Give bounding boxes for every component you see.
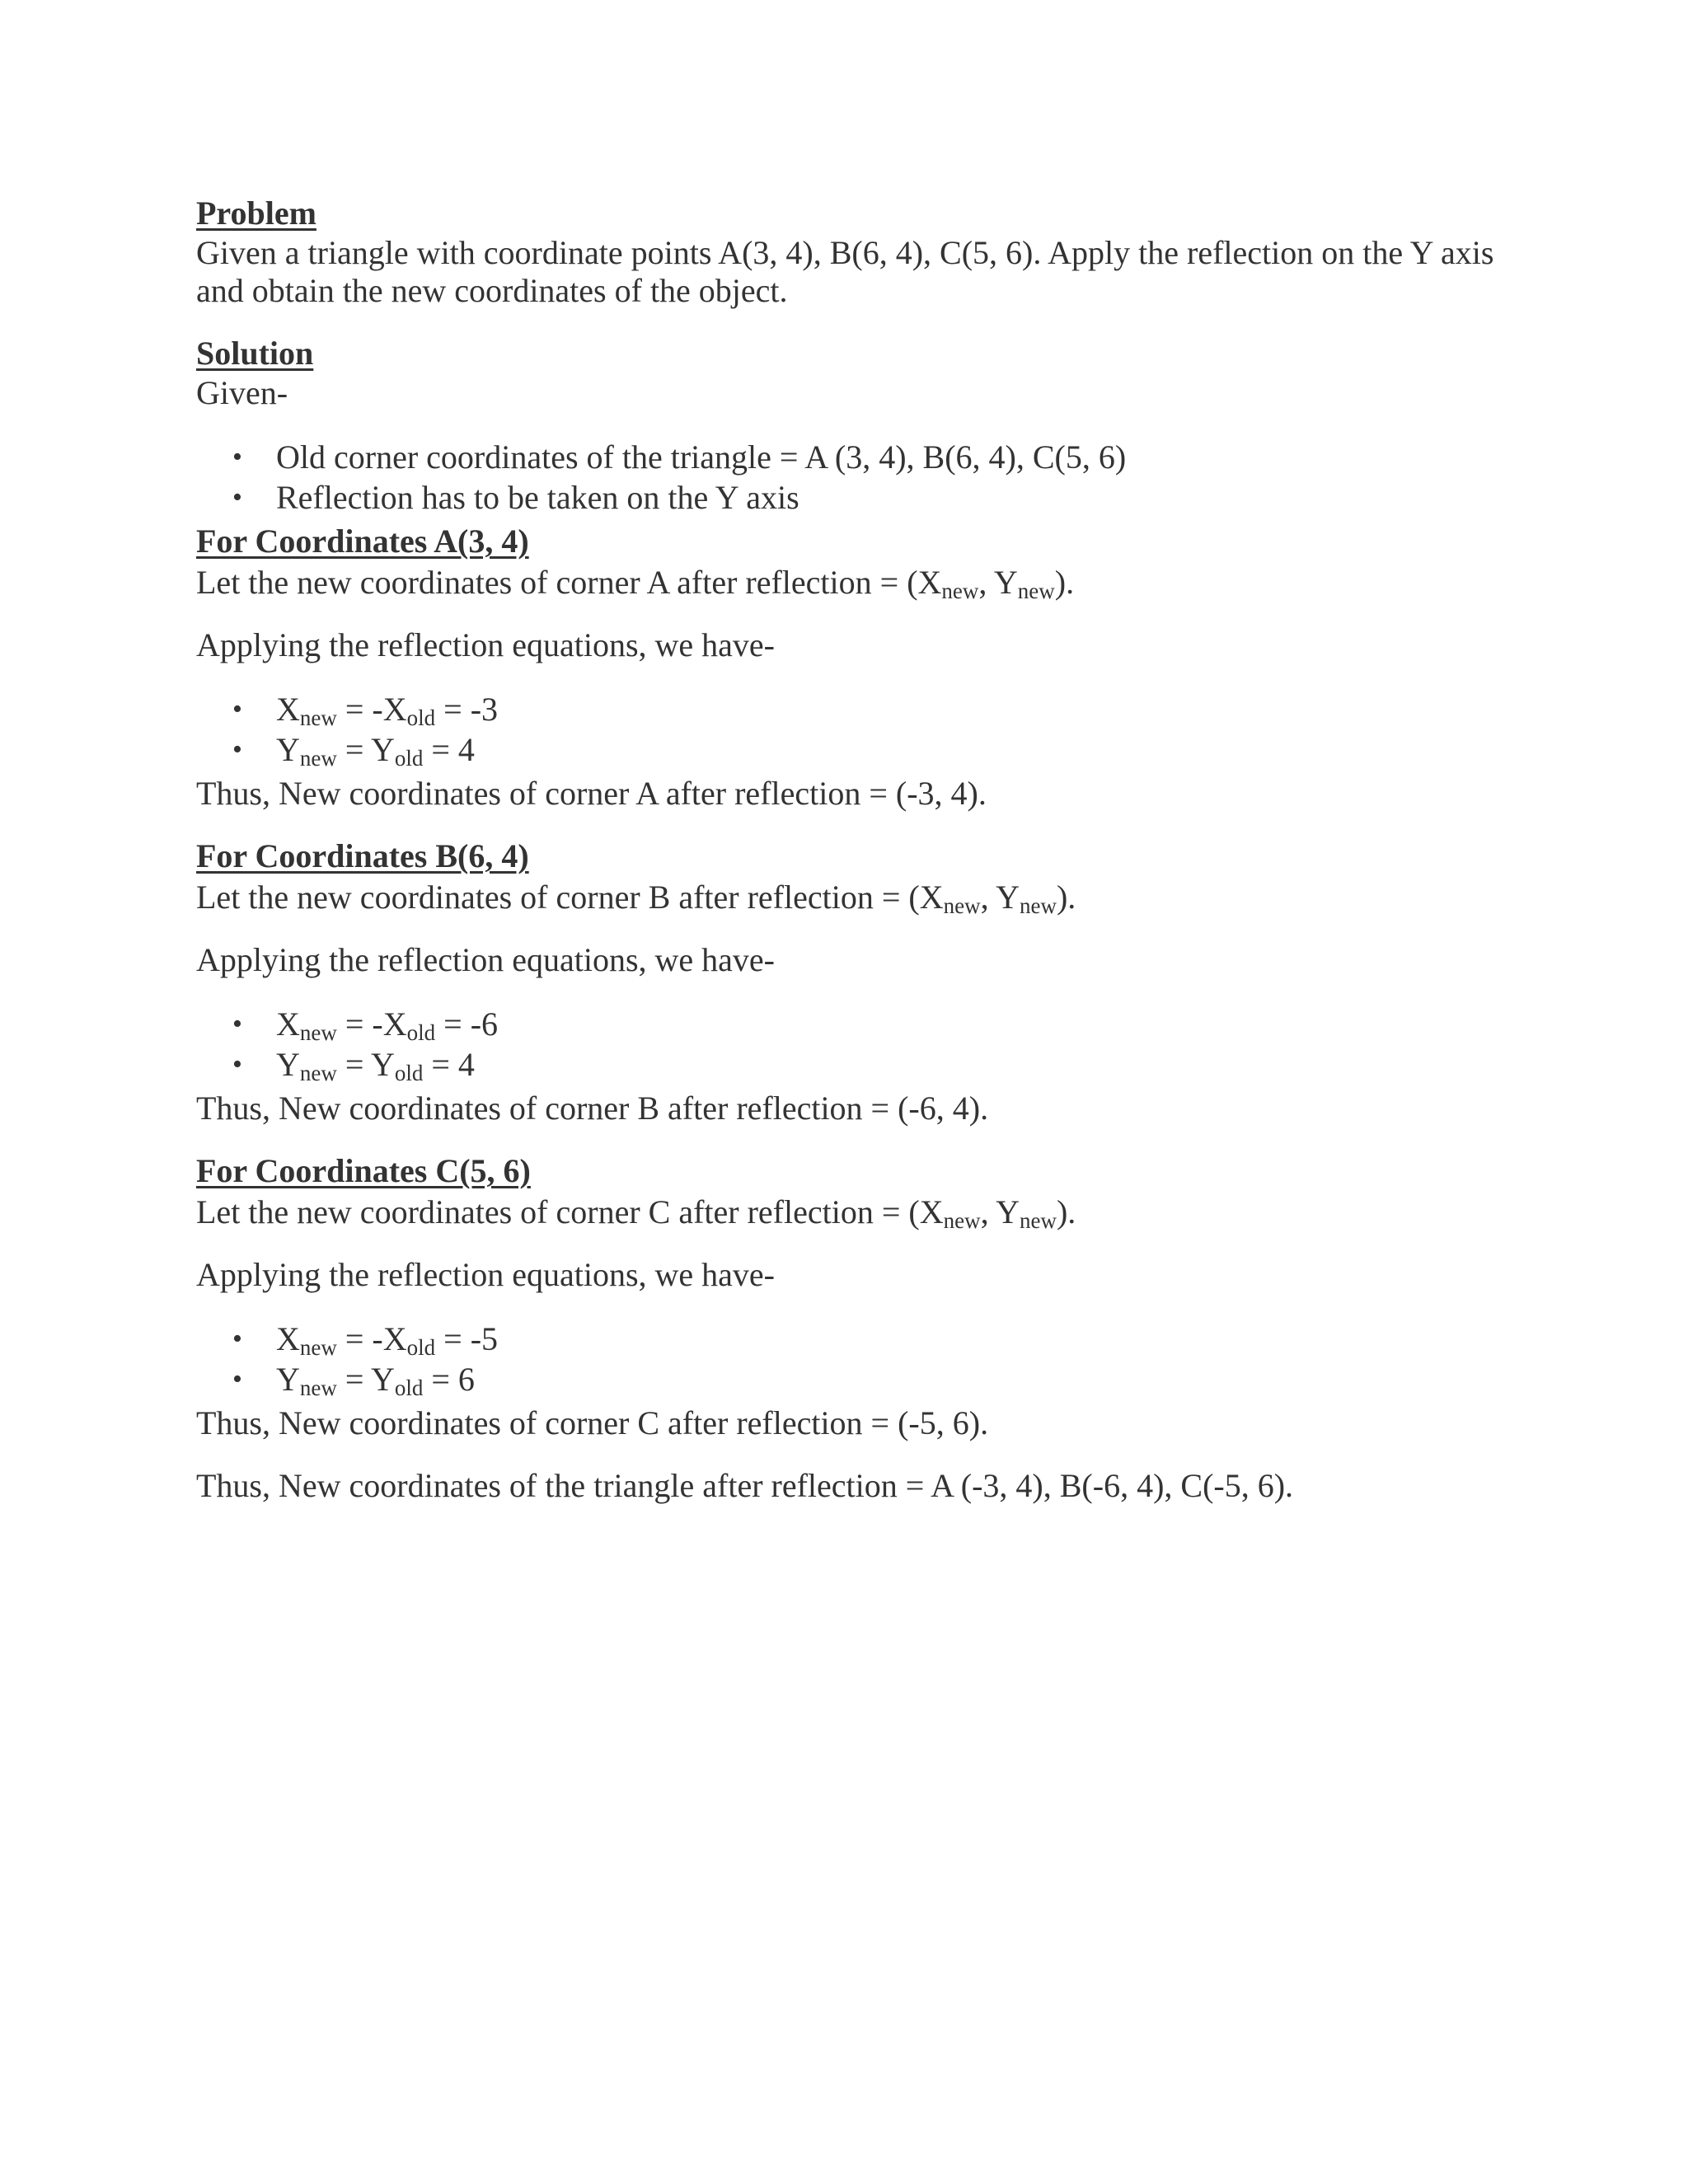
problem-statement: Given a triangle with coordinate points A(3, 4), B(6, 4), C(5, 6). Apply the reflection on the Y axis and obtain the new coordinates of the object.: [196, 234, 1494, 309]
list-item: [196, 729, 1531, 770]
bullet-icon: •: [232, 1324, 242, 1354]
given-item-text: Reflection has to be taken on the Y axis: [276, 479, 799, 516]
equation-text: $Y_{new} = Y_{old} = 4$: [276, 1046, 475, 1085]
list-item: [196, 477, 1531, 518]
bullet-icon: •: [232, 1364, 242, 1394]
given-item-text: Old corner coordinates of the triangle = A (3, 4), B(6, 4), C(5, 6): [276, 438, 1127, 476]
section-c-heading: For Coordinates C(5, 6): [196, 1152, 531, 1189]
document-content: [196, 194, 1531, 1505]
section-b-applying-text: Applying the reflection equations, we have-: [196, 941, 775, 978]
section-b-equations: [196, 1004, 1531, 1085]
conclusion-text: Thus, New coordinates of the triangle after reflection = A (-3, 4), B(-6, 4), C(-5, 6).: [196, 1467, 1294, 1504]
bullet-icon: •: [232, 1009, 242, 1039]
section-c-result-text: Thus, New coordinates of corner C after reflection = (-5, 6).: [196, 1404, 989, 1441]
given-list: [196, 437, 1531, 518]
equation-text: $X_{new} = -X_{old} = -6$: [276, 1005, 499, 1045]
list-item: [196, 1044, 1531, 1085]
list-item: [196, 1319, 1531, 1359]
section-c-let-text: Let the new coordinates of corner C after reflection = ($X_{new}$, $Y_{new}$).: [196, 1193, 1076, 1233]
equation-text: $X_{new} = -X_{old} = -5$: [276, 1320, 499, 1360]
section-a-equations: [196, 689, 1531, 770]
section-a-let-text: Let the new coordinates of corner A after reflection = ($X_{new}$, $Y_{new}$).: [196, 564, 1075, 603]
list-item: [196, 1004, 1531, 1044]
list-item: [196, 689, 1531, 729]
section-b-let-text: Let the new coordinates of corner B after reflection = ($X_{new}$, $Y_{new}$).: [196, 879, 1076, 918]
section-c-applying-text: Applying the reflection equations, we have-: [196, 1256, 775, 1293]
section-a-applying-text: Applying the reflection equations, we have-: [196, 626, 775, 663]
bullet-icon: •: [232, 734, 242, 765]
bullet-icon: •: [232, 442, 242, 472]
solution-heading: Solution: [196, 335, 314, 372]
equation-text: $X_{new} = -X_{old} = -3$: [276, 691, 499, 730]
problem-heading: Problem: [196, 194, 316, 232]
list-item: [196, 437, 1531, 477]
given-label: Given-: [196, 374, 288, 411]
equation-text: $Y_{new} = Y_{old} = 4$: [276, 731, 475, 771]
section-c-equations: [196, 1319, 1531, 1399]
equation-text: $Y_{new} = Y_{old} = 6$: [276, 1361, 475, 1400]
section-b-heading: For Coordinates B(6, 4): [196, 837, 529, 874]
list-item: [196, 1359, 1531, 1399]
bullet-icon: •: [232, 694, 242, 724]
section-a-result-text: Thus, New coordinates of corner A after reflection = (-3, 4).: [196, 775, 987, 812]
section-a-heading: For Coordinates A(3, 4): [196, 523, 529, 560]
section-b-result-text: Thus, New coordinates of corner B after reflection = (-6, 4).: [196, 1090, 989, 1127]
bullet-icon: •: [232, 482, 242, 513]
bullet-icon: •: [232, 1049, 242, 1080]
